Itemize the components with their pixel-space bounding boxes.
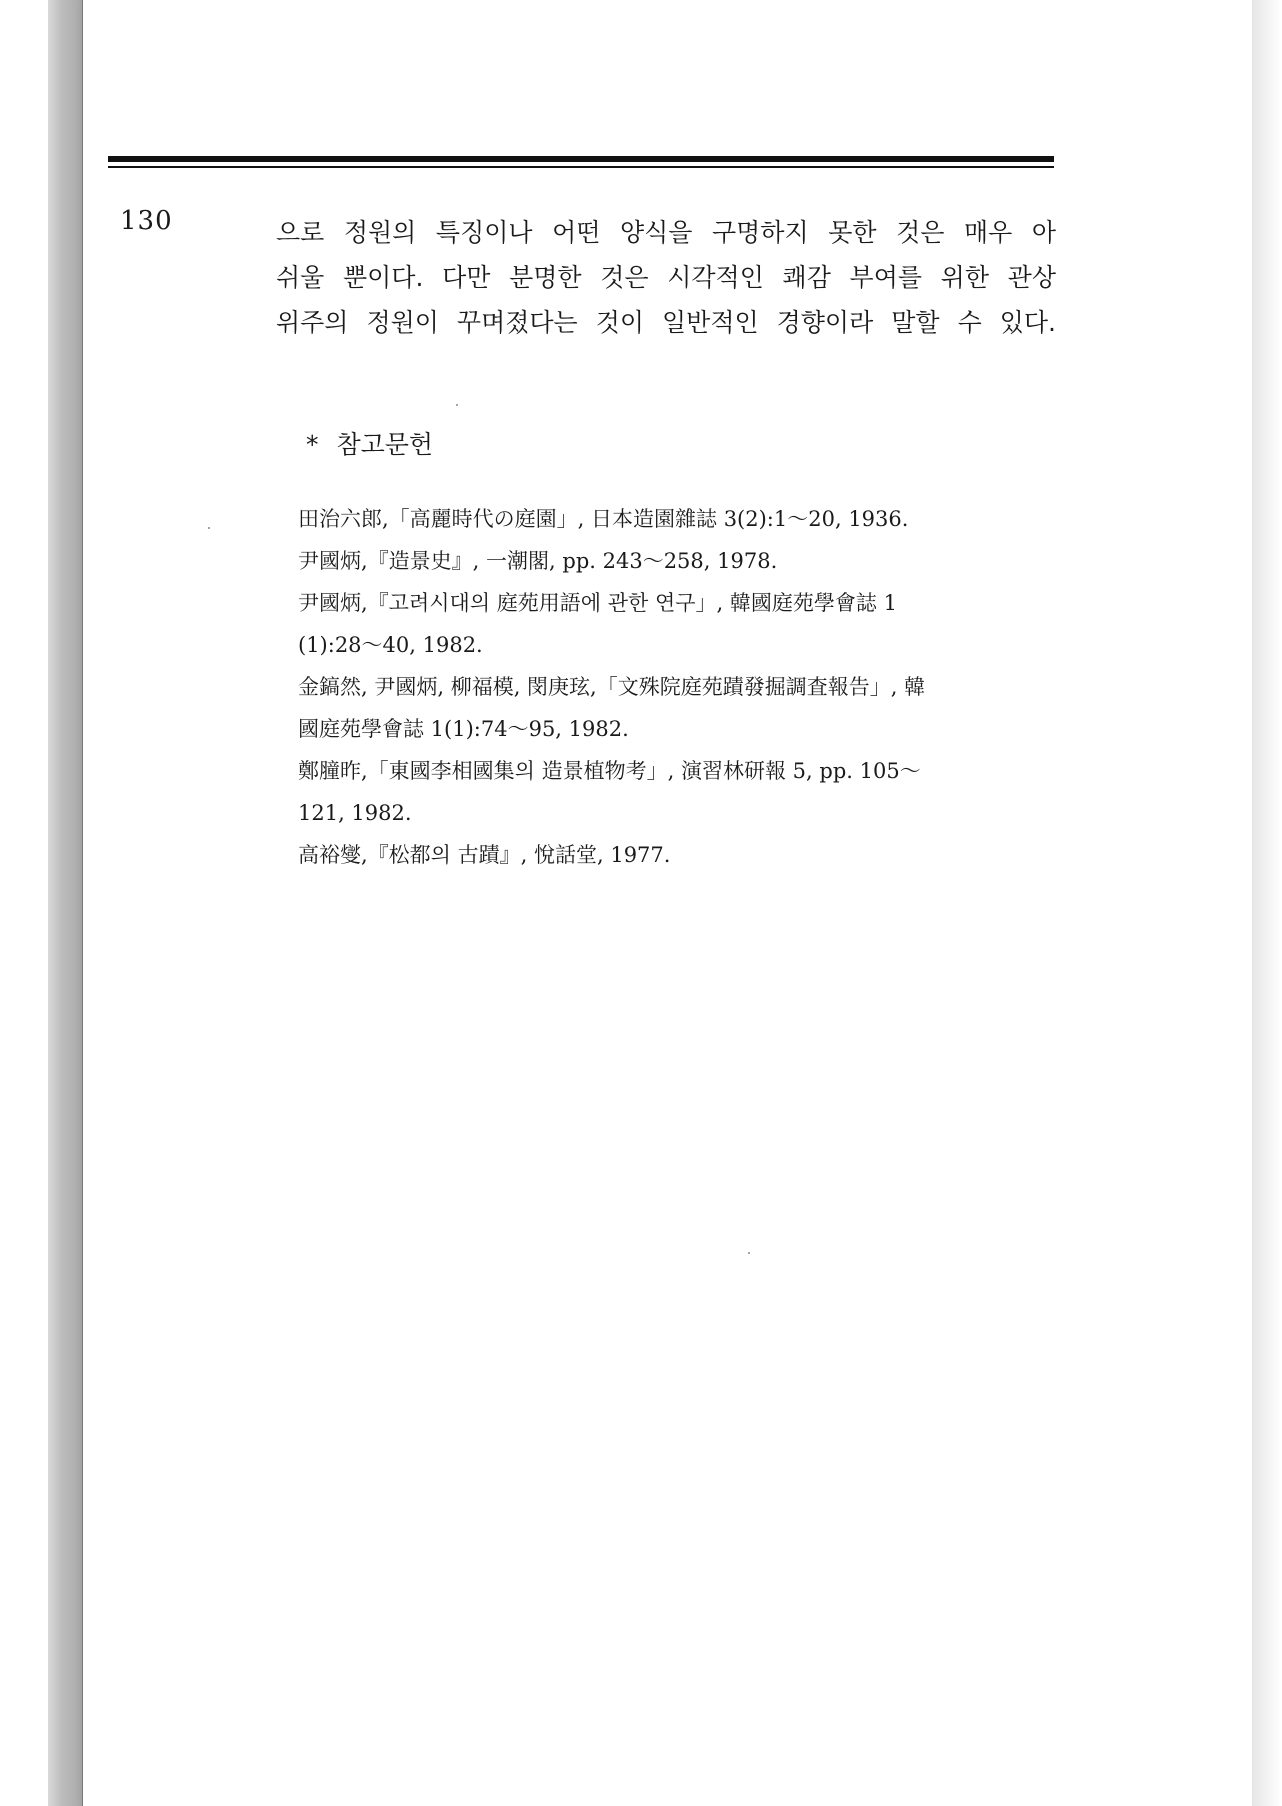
reference-line: 田治六郎,「高麗時代の庭園」, 日本造園雜誌 3(2):1～20, 1936. (298, 507, 909, 531)
references-title: 참고문헌 (336, 430, 434, 459)
body-line: 쉬울 뿐이다. 다만 분명한 것은 시각적인 쾌감 부여를 위한 관상 (276, 263, 1056, 292)
paper-speck (208, 527, 210, 529)
reference-line: 金鎬然, 尹國炳, 柳福模, 閔庚玹,「文殊院庭苑蹟發掘調査報告」, 韓 (298, 675, 926, 699)
paper-speck (456, 404, 458, 406)
paper-speck (748, 1252, 750, 1254)
book-spine (48, 0, 84, 1806)
reference-line: 高裕燮,『松都의 古蹟』, 悅話堂, 1977. (298, 843, 671, 867)
reference-line: (1):28～40, 1982. (298, 633, 483, 657)
body-line: 위주의 정원이 꾸며졌다는 것이 일반적인 경향이라 말할 수 있다. (276, 308, 1056, 337)
reference-list (298, 498, 1108, 876)
reference-line: 121, 1982. (298, 801, 412, 825)
header-rule-thick (108, 156, 1054, 162)
references-heading (306, 425, 433, 461)
body-paragraph (276, 210, 1056, 345)
body-line: 으로 정원의 특징이나 어떤 양식을 구명하지 못한 것은 매우 아 (276, 218, 1056, 247)
reference-line: 尹國炳,『造景史』, 一潮閣, pp. 243～258, 1978. (298, 549, 778, 573)
reference-line: 國庭苑學會誌 1(1):74～95, 1982. (298, 717, 629, 741)
page-edge (1252, 0, 1282, 1806)
page-number: 130 (120, 206, 173, 236)
reference-line: 尹國炳,『고려시대의 庭苑用語에 관한 연구」, 韓國庭苑學會誌 1 (298, 591, 897, 615)
header-rule-thin (108, 166, 1054, 168)
reference-line: 鄭膧昨,「東國李相國集의 造景植物考」, 演習林研報 5, pp. 105～ (298, 759, 921, 783)
asterisk-marker: * (306, 430, 319, 459)
